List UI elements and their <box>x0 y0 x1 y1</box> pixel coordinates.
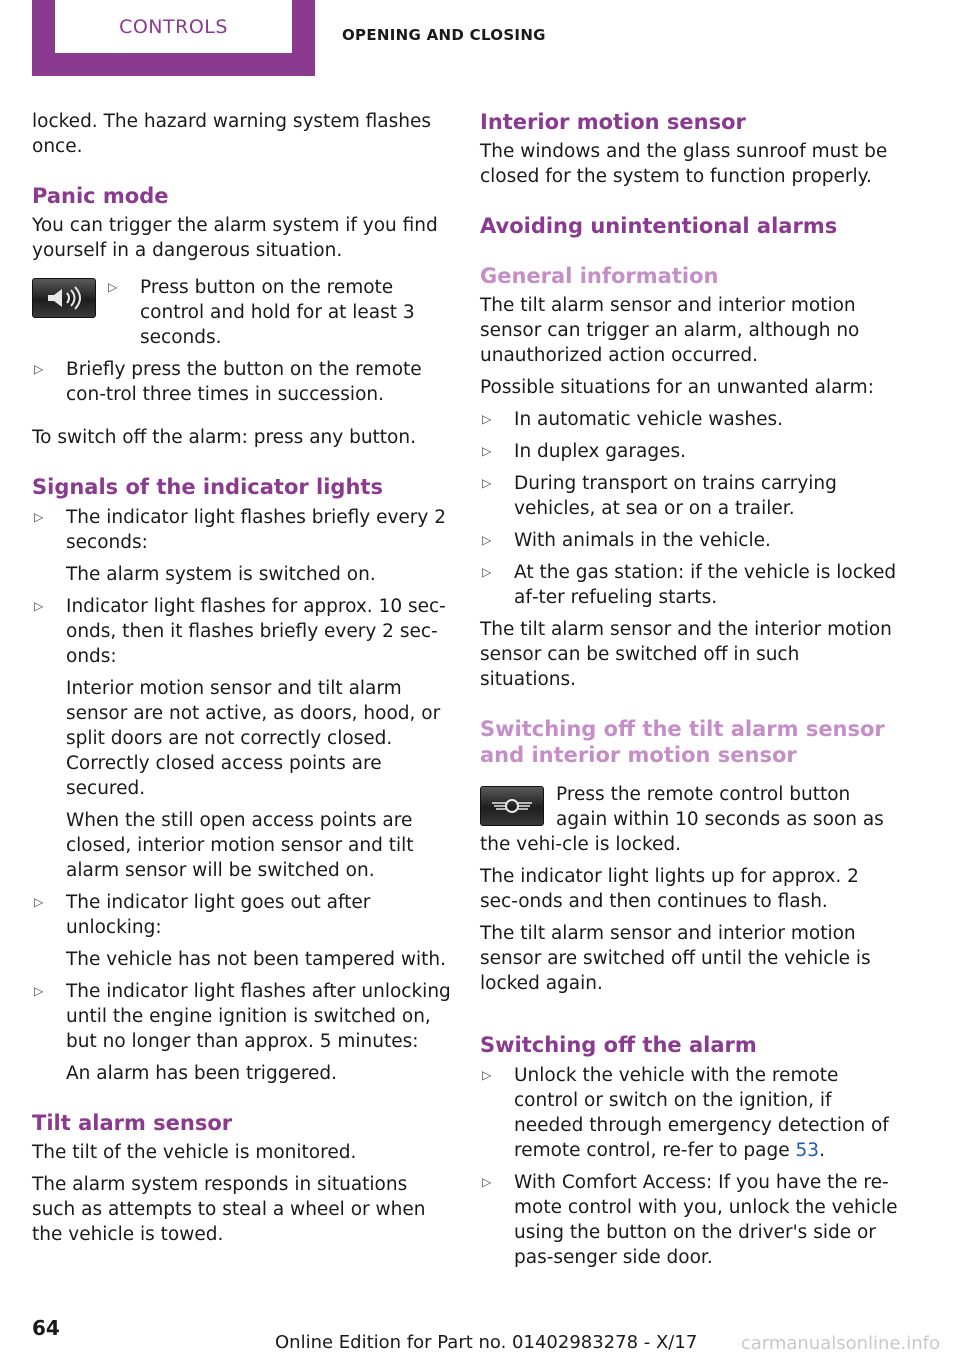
page-number: 64 <box>32 1316 60 1340</box>
switching-off-alarm-heading: Switching off the alarm <box>480 1033 757 1057</box>
list-item: ▷ Indicator light flashes for approx. 10 sec‐onds, then it flashes briefly every 2 sec‐onds: Interior motion sensor and tilt alarm sensor are not active, as doors, hood, or split doors are not correctly closed. Correctly closed access points are secured. When the still open access points are closed, interior motion sensor and tilt alarm sensor will be switched on. <box>34 596 446 881</box>
switch-off-block <box>480 782 900 857</box>
general-info-text-2: Possible situations for an unwanted alarm: <box>480 377 874 398</box>
general-info-text-3: The tilt alarm sensor and the interior motion sensor can be switched off in such situations. <box>480 619 892 690</box>
page-link[interactable]: 53 <box>795 1140 820 1161</box>
list-item: ▷ In duplex garages. <box>482 441 686 462</box>
signals-heading: Signals of the indicator lights <box>32 475 383 499</box>
panic-mode-heading: Panic mode <box>32 184 169 208</box>
header-tab <box>32 0 315 76</box>
list-item: ▷ Briefly press the button on the remote con‐trol three times in succession. <box>34 359 422 405</box>
left-column <box>32 109 452 1247</box>
edition-footer: Online Edition for Part no. 01402983278 - X/17 <box>275 1332 698 1353</box>
switch-off-sensor-text-3: The tilt alarm sensor and interior motion sensor are switched off until the vehicle is locked again. <box>480 923 871 994</box>
list-item: ▷ With animals in the vehicle. <box>482 530 771 551</box>
list-item: ▷ The indicator light flashes briefly every 2 seconds: The alarm system is switched on. <box>34 507 447 585</box>
switch-off-text: To switch off the alarm: press any button. <box>32 427 416 448</box>
section-label: OPENING AND CLOSING <box>342 26 546 44</box>
tilt-alarm-text-2: The alarm system responds in situations such as attempts to steal a wheel or when the vehicle is towed. <box>32 1174 426 1245</box>
watermark: carmanualsonline.info <box>740 1333 940 1354</box>
switching-off-sensor-heading: Switching off the tilt alarm sensor and interior motion sensor <box>480 717 885 767</box>
bullet-icon: ▷ <box>34 895 44 909</box>
interior-motion-heading: Interior motion sensor <box>480 110 746 134</box>
panic-mode-text: You can trigger the alarm system if you find yourself in a dangerous situation. <box>32 215 438 261</box>
list-item: ▷ The indicator light flashes after unlocking until the engine ignition is switched on, but no longer than approx. 5 minutes: An alarm has been triggered. <box>34 981 451 1084</box>
right-column <box>480 109 900 1270</box>
interior-motion-text: The windows and the glass sunroof must be closed for the system to function properly. <box>480 141 888 187</box>
list-item: ▷ Unlock the vehicle with the remote control or switch on the ignition, if needed through emergency detection of remote control, re‐fer to page 53. <box>482 1065 889 1161</box>
panic-button-row <box>32 275 452 350</box>
list-item: ▷ With Comfort Access: If you have the re‐mote control with you, unlock the vehicle using the button on the driver's side or pas‐senger side door. <box>482 1172 898 1268</box>
speaker-icon <box>44 286 84 310</box>
chapter-label: CONTROLS <box>55 0 292 53</box>
list-item: ▷ In automatic vehicle washes. <box>482 409 783 430</box>
bullet-icon: ▷ <box>34 599 44 613</box>
general-info-heading: General information <box>480 264 719 288</box>
bullet-icon: ▷ <box>108 280 118 294</box>
bullet-icon: ▷ <box>482 444 492 458</box>
mini-logo-icon <box>490 794 534 818</box>
switch-off-sensor-text-2: The indicator light lights up for approx. 2 sec‐onds and then continues to flash. <box>480 866 859 912</box>
intro-text: locked. The hazard warning system flashes once. <box>32 111 431 157</box>
tilt-alarm-heading: Tilt alarm sensor <box>32 1111 233 1135</box>
list-item: ▷ Press button on the remote control and hold for at least 3 seconds. <box>108 277 415 348</box>
bullet-icon: ▷ <box>34 984 44 998</box>
avoiding-alarms-heading: Avoiding unintentional alarms <box>480 214 838 238</box>
bullet-icon: ▷ <box>482 565 492 579</box>
general-info-text: The tilt alarm sensor and interior motion sensor can trigger an alarm, although no unauthorized action occurred. <box>480 295 860 366</box>
switch-off-sensor-text: Press the remote control button again within 10 seconds as soon as the vehi‐cle is locked. <box>480 784 884 855</box>
panic-button-image <box>32 278 96 318</box>
list-item: ▷ At the gas station: if the vehicle is locked af‐ter refueling starts. <box>482 562 897 608</box>
bullet-icon: ▷ <box>482 476 492 490</box>
bullet-icon: ▷ <box>482 533 492 547</box>
remote-button-image <box>480 786 544 826</box>
bullet-icon: ▷ <box>482 412 492 426</box>
bullet-icon: ▷ <box>34 510 44 524</box>
bullet-icon: ▷ <box>482 1068 492 1082</box>
list-item: ▷ The indicator light goes out after unlocking: The vehicle has not been tampered with. <box>34 892 446 970</box>
list-item: ▷ During transport on trains carrying vehicles, at sea or on a trailer. <box>482 473 837 519</box>
bullet-icon: ▷ <box>34 362 44 376</box>
tilt-alarm-text: The tilt of the vehicle is monitored. <box>32 1142 357 1163</box>
bullet-icon: ▷ <box>482 1175 492 1189</box>
